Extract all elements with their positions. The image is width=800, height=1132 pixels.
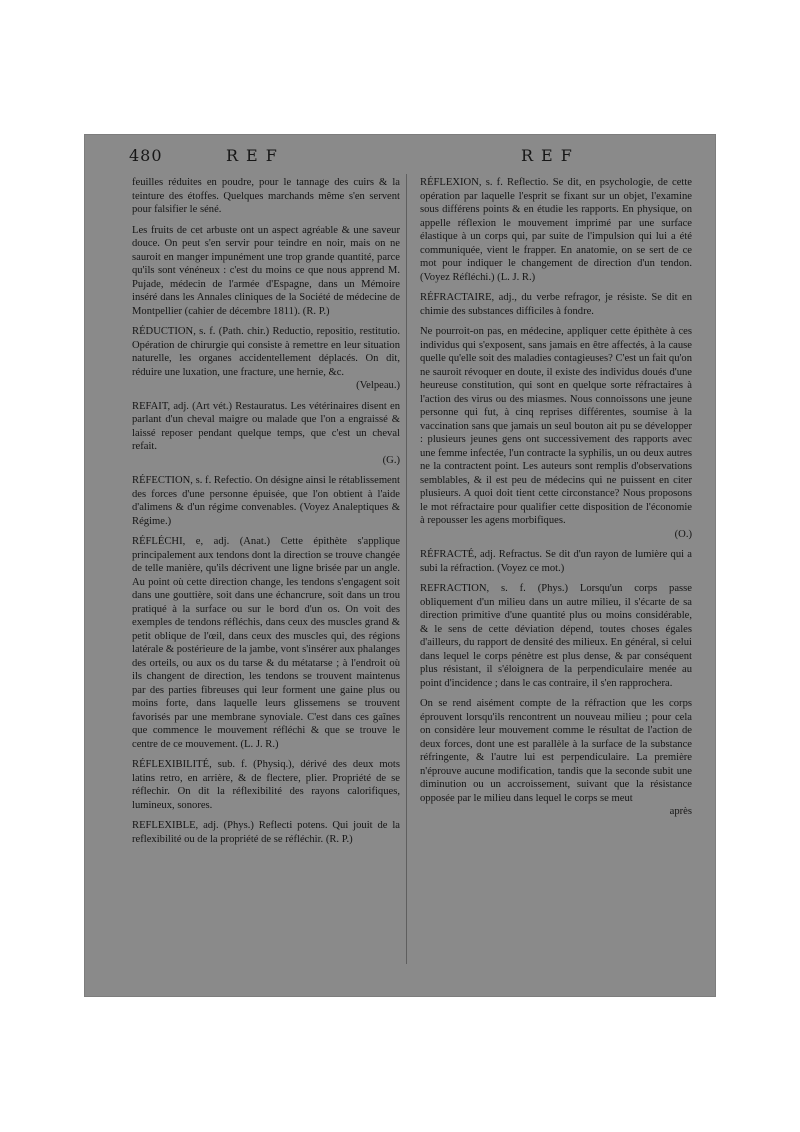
catchword: après <box>669 806 692 817</box>
entry-text: REFLEXIBLE, adj. (Phys.) Reflecti potens. Qui jouit de la reflexibilité ou de la propriété de se réfléchir. (R. P.) <box>132 820 400 845</box>
entry-text: Les fruits de cet arbuste ont un aspect agréable & une saveur douce. On peut s'en servir pour teindre en noir, mais on ne sauroit en manger impunément une trop grande quantité, parce qu'ils sont vénéneux : c'est du moins ce que nous apprend M. Pujade, médecin de l'armée d'Espagne, dans un Mémoire inséré dans les Annales cliniques de la Société de médecine de Montpellier (cahier de décembre 1811). (R. P.) <box>132 224 400 317</box>
entry-text: REFAIT, adj. (Art vét.) Restauratus. Les vétérinaires disent en parlant d'un cheval maigre ou malade que l'on a engraissé & laissé reposer pendant quelque temps, que c'est un cheval refait. <box>132 400 400 452</box>
scanned-page <box>84 134 716 997</box>
entry-text: RÉFLÉCHI, e, adj. (Anat.) Cette épithète s'applique principalement aux tendons dont la direction se trouve changée de telle manière, qu'ils décrivent une ligne brisée par un angle. Au point où cette direction change, les tendons s'engagent soit dans une gouttière, soit dans une échancrure, soit dans un trou pratiqué à la surface ou sur le bord d'un os. On voit des exemples de tendons réfléchis, dans ceux des muscles grand & petit oblique de l'œil, dans ceux des muscles qui, des régions latérale & postérieure de la jambe, vont s'insérer aux phalanges des orteils, ou aux os du tarse & du métatarse ; à l'endroit où ils changent de direction, les tendons se trouvent maintenus par des parties fibreuses qui leur forment une gaine plus ou moins forte, dans laquelle leurs glissemens se trouvent favorisés par une membrane synoviale. C'est dans ces gaînes que commence le mouvement réfléchi & que se trouve le centre de ce mouvement. (L. J. R.) <box>132 536 400 750</box>
entry-text: RÉFRACTAIRE, adj., du verbe refragor, je résiste. Se dit en chimie des substances difficiles à fondre. <box>420 292 692 317</box>
entry-text: Ne pourroit-on pas, en médecine, appliquer cette épithète à ces individus qui s'exposent, sans jamais en être affectés, à la cause quelle qu'elle soit des maladies contagieuses? C'est un fait qu'on ne sauroit révoquer en doute, il existe des individus doués d'une heureuse constitution, qui sont en quelque sorte réfractaires à l'action des virus ou des miasmes. Nous connoissons une jeune personne qui fut, à cinq reprises différentes, soumise à la vaccination sans que jamais un seul bouton ait pu se développer : plusieurs jeunes gens ont successivement des rapports avec une femme infectée, l'un contracte la syphilis, un ou deux autres ne la contractent point. Les auteurs sont remplis d'observations semblables, & il est peu de médecins qui ne puissent en citer plusieurs. A quoi doit tient cette circonstance? Nous proposons le mot réfractaire pour qualifier cette disposition de l'économie à repousser les agens morbifiques. <box>420 326 692 526</box>
entry-text: RÉFRACTÉ, adj. Refractus. Se dit d'un rayon de lumière qui a subi la réfraction. (Voyez ce mot.) <box>420 549 692 574</box>
right-column <box>420 176 692 819</box>
entry-signature: (Velpeau.) <box>356 380 400 391</box>
entry-text: On se rend aisément compte de la réfraction que les corps éprouvent lorsqu'ils rencontrent un nouveau milieu ; pour cela on considère leur mouvement comme le résultat de l'action de deux forces, dont une est parallèle à la surface de la substance réfringente, & l'autre lui est perpendiculaire. La première n'éprouve aucune modification, tandis que la seconde subit une diminution ou un accroissement, suivant que la résistance opposée par le milieu dans lequel le corps se meut <box>420 698 692 804</box>
running-head-right: REF <box>521 146 580 165</box>
entry-text: RÉFLEXION, s. f. Reflectio. Se dit, en psychologie, de cette opération par laquelle l'esprit se fixant sur un objet, l'examine sous différens points & en étudie les rapports. En physique, on appelle réflexion le mouvement imprimé par une surface élastique à un corps qui, par suite de l'impulsion qui lui a été communiquée, vient le frapper. En anatomie, on se sert de ce mot pour indiquer le changement de direction d'un tendon. (Voyez Réfléchi.) (L. J. R.) <box>420 177 692 283</box>
entry-text: RÉFECTION, s. f. Refectio. On désigne ainsi le rétablissement des forces d'une personne épuisée, que l'on obtient à l'aide d'alimens & d'un régime convenables. (Voyez Analeptiques & Régime.) <box>132 475 400 527</box>
entry-text: RÉFLEXIBILITÉ, sub. f. (Physiq.), dérivé des deux mots latins retro, en arrière, & de flectere, plier. Propriété de se réflechir. On dit la réflexibilité des rayons calorifiques, lumineux, sonores. <box>132 759 400 811</box>
entry-signature: (O.) <box>674 528 692 540</box>
entry-signature: (G.) <box>382 454 400 466</box>
entry-text: REFRACTION, s. f. (Phys.) Lorsqu'un corps passe obliquement d'un milieu dans un autre milieu, il s'écarte de sa direction primitive d'une quantité plus ou moins considérable, & le sens de cette déviation dépend, toutes choses égales d'ailleurs, du rapport de densité des milieux. En général, si celui dans lequel le corps pénètre est plus dense, & par conséquent plus résistant, il s'éloignera de la perpendiculaire menée au point d'incidence ; dans le cas contraire, il s'en rapprochera. <box>420 583 692 689</box>
running-head-left: REF <box>226 146 285 165</box>
entry-refait <box>132 400 400 468</box>
column-rule <box>406 174 407 964</box>
entry-refractaire-note <box>420 325 692 541</box>
page-number: 480 <box>129 146 163 165</box>
entry-text: feuilles réduites en poudre, pour le tannage des cuirs & la teinture des étoffes. Quelques marchands même s'en servent pour falsifier le séné. <box>132 177 400 215</box>
entry-text: RÉDUCTION, s. f. (Path. chir.) Reductio, repositio, restitutio. Opération de chirurgie qui consiste à remettre en leur situation naturelle, les organes accidentellement déplacés. On dit, réduire une luxation, une fracture, une hernie, &c. <box>132 326 400 378</box>
entry-reduction <box>132 325 400 393</box>
left-column <box>132 176 400 853</box>
